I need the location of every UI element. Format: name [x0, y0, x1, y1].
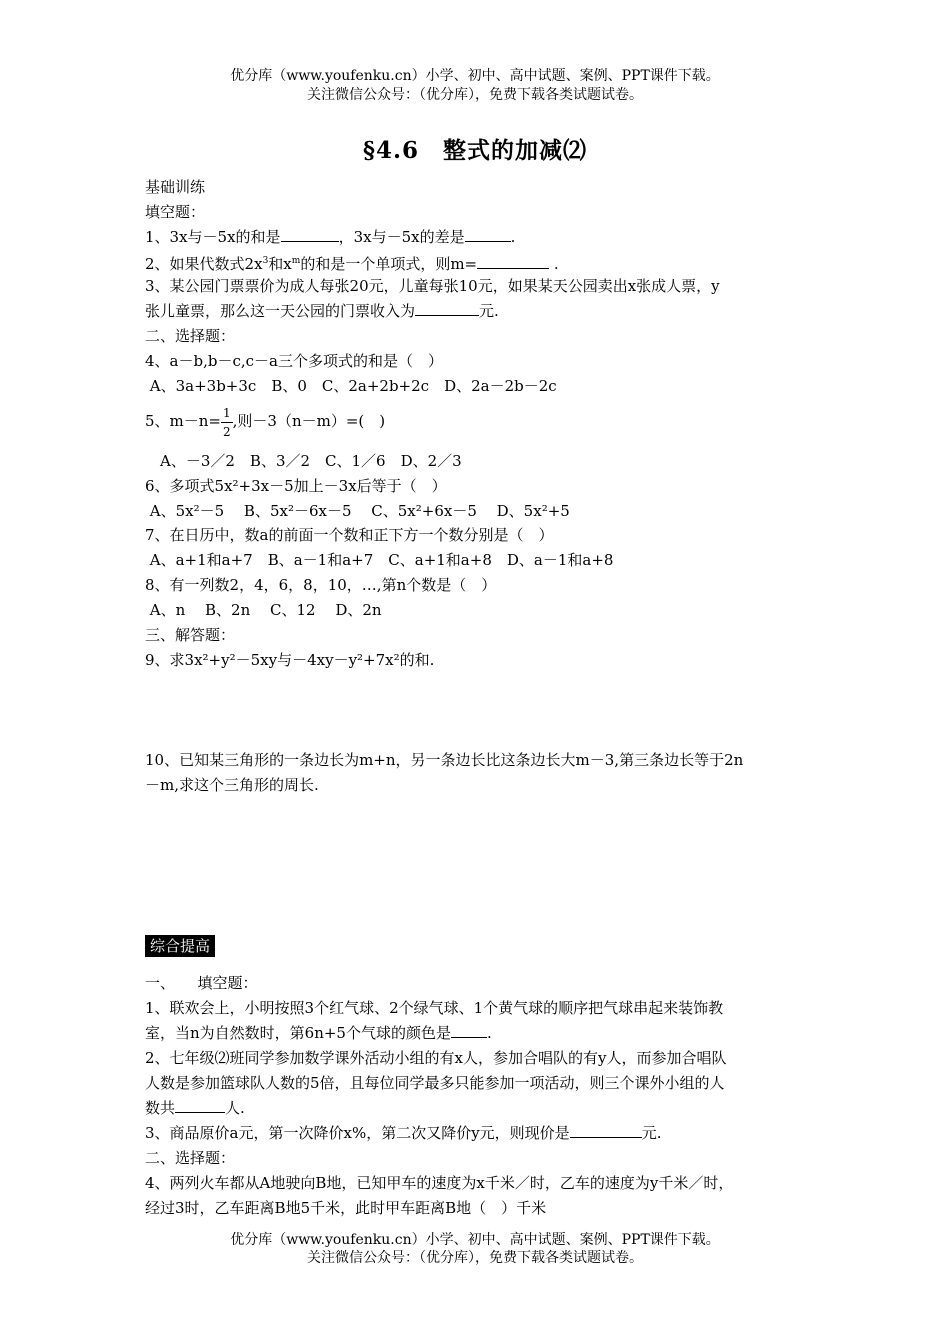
answer-blank[interactable] [570, 1123, 642, 1138]
footer-line-1: 优分库（www.youfenku.cn）小学、初中、高中试题、案例、PPT课件下载。 [230, 1232, 720, 1248]
advanced-heading [145, 936, 215, 956]
advanced-question-2-line-3 [145, 1098, 245, 1118]
answer-blank[interactable] [415, 301, 479, 316]
question-3-line-1: 3、某公园门票票价为成人每张20元，儿童每张10元，如果某天公园卖出x张成人票，y [145, 277, 720, 295]
advanced-question-1-part-a: 室，当n为自然数时，第6n+5个气球的颜色是 [145, 1024, 451, 1042]
fraction-denominator: 2 [223, 424, 231, 439]
question-10-line-1: 10、已知某三角形的一条边长为m+n，另一条边长比这条边长大m－3,第三条边长等于2n [145, 751, 744, 769]
solve-heading: 三、解答题： [145, 626, 236, 644]
question-4-options: A、3a+3b+3c B、0 C、2a+2b+2c D、2a－2b－2c [145, 377, 557, 395]
question-1-part-b: ，3x与－5x的差是 [338, 228, 465, 246]
advanced-question-2-line-2: 人数是参加篮球队人数的5倍，且每位同学最多只能参加一项活动，则三个课外小组的人 [145, 1074, 725, 1092]
fraction-numerator: 1 [221, 404, 233, 423]
question-6: 6、多项式5x²+3x－5加上－3x后等于（ ） [145, 477, 447, 495]
question-3-part-b: 元. [479, 302, 499, 320]
advanced-question-2-part-b: 人. [225, 1099, 245, 1117]
fill-heading: 填空题： [145, 203, 206, 221]
answer-blank[interactable] [175, 1098, 225, 1113]
question-2-part-b: 和x [268, 255, 292, 273]
question-8-options: A、n B、2n C、12 D、2n [145, 601, 382, 619]
page-title: §4.6 整式的加减⑵ [362, 137, 588, 164]
question-2-part-d: . [553, 255, 559, 273]
answer-blank[interactable] [281, 227, 339, 242]
advanced-question-4-line-1: 4、两列火车都从A地驶向B地，已知甲车的速度为x千米／时，乙车的速度为y千米／时， [145, 1174, 734, 1192]
question-4: 4、a－b,b－c,c－a三个多项式的和是（ ） [145, 352, 443, 370]
advanced-heading-label: 综合提高 [145, 935, 215, 957]
question-7-options: A、a+1和a+7 B、a－1和a+7 C、a+1和a+8 D、a－1和a+8 [145, 551, 614, 569]
advanced-question-3-part-b: 元. [641, 1124, 662, 1142]
question-5-part-b: ,则－3（n－m）=( ) [232, 412, 386, 430]
question-7: 7、在日历中，数a的前面一个数和正下方一个数分别是（ ） [145, 526, 554, 544]
advanced-question-1-line-2 [145, 1023, 492, 1043]
advanced-question-2-line-1: 2、七年级⑵班同学参加数学课外活动小组的有x人，参加合唱队的有y人，而参加合唱队 [145, 1049, 727, 1067]
advanced-question-1-line-1: 1、联欢会上，小明按照3个红气球、2个绿气球、1个黄气球的顺序把气球串起来装饰教 [145, 999, 724, 1017]
question-9: 9、求3x²+y²－5xy与－4xy－y²+7x²的和. [145, 651, 435, 669]
question-6-options: A、5x²－5 B、5x²－6x－5 C、5x²+6x－5 D、5x²+5 [145, 502, 570, 520]
advanced-choice-heading: 二、选择题： [145, 1149, 236, 1167]
question-2-part-c: 的和是一个单项式，则m= [300, 255, 478, 273]
answer-blank[interactable] [465, 227, 511, 242]
question-3-part-a: 张儿童票，那么这一天公园的门票收入为 [145, 302, 416, 320]
advanced-question-2-part-a: 数共 [145, 1099, 176, 1117]
advanced-question-4-line-2: 经过3时，乙车距离B地5千米，此时甲车距离B地（ ）千米 [145, 1199, 547, 1217]
advanced-fill-heading: 一、 填空题： [145, 974, 258, 992]
question-2 [145, 251, 559, 274]
answer-blank[interactable] [451, 1023, 487, 1038]
question-1-part-a: 1、3x与－5x的和是 [145, 228, 281, 246]
footer-line-2: 关注微信公众号：（优分库），免费下载各类试题试卷。 [307, 1250, 643, 1266]
advanced-question-1-part-b: . [486, 1024, 492, 1042]
answer-blank[interactable] [477, 254, 549, 269]
question-1 [145, 227, 515, 247]
question-10-line-2: －m,求这个三角形的周长. [145, 776, 319, 794]
fraction [221, 404, 233, 441]
question-2-part-a: 2、如果代数式2x [145, 255, 263, 273]
advanced-question-3 [145, 1123, 661, 1143]
question-1-part-c: . [510, 228, 516, 246]
question-5 [145, 402, 385, 441]
question-5-options: A、－3／2 B、3／2 C、1／6 D、2／3 [145, 452, 462, 470]
choice-heading: 二、选择题： [145, 327, 236, 345]
advanced-question-3-part-a: 3、商品原价a元，第一次降价x%，第二次又降价y元，则现价是 [145, 1124, 570, 1142]
header-line-1: 优分库（www.youfenku.cn）小学、初中、高中试题、案例、PPT课件下载。 [230, 68, 720, 84]
question-3-line-2 [145, 301, 499, 321]
header-line-2: 关注微信公众号：（优分库），免费下载各类试题试卷。 [307, 87, 643, 103]
exponent: m [291, 256, 301, 266]
exponent: 3 [262, 256, 269, 266]
basic-heading: 基础训练 [145, 178, 206, 196]
question-5-part-a: 5、m－n= [145, 412, 221, 430]
question-8: 8、有一列数2，4，6，8，10，…,第n个数是（ ） [145, 576, 497, 594]
